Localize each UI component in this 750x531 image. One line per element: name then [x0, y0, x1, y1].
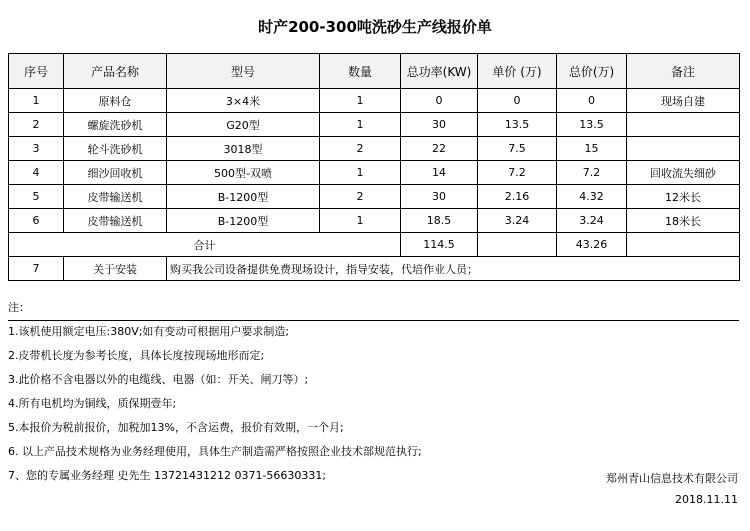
cell-total-price: 7.2	[557, 161, 627, 185]
cell-unit-price: 13.5	[478, 113, 557, 137]
cell-quantity: 2	[320, 185, 401, 209]
notes-section	[8, 296, 742, 488]
cell-quantity: 1	[320, 209, 401, 233]
cell-quantity: 1	[320, 161, 401, 185]
cell-total-power: 18.5	[401, 209, 478, 233]
note-item: 1.该机使用额定电压:380V;如有变动可根据用户要求制造;	[8, 325, 290, 338]
cell-unit-price: 0	[478, 89, 557, 113]
total-label: 合计	[9, 233, 401, 257]
cell-remark	[627, 113, 740, 137]
cell-total-power: 30	[401, 113, 478, 137]
total-price: 43.26	[557, 233, 627, 257]
cell-product-name: 皮带输送机	[64, 209, 167, 233]
cell-index: 1	[9, 89, 64, 113]
note-item: 4.所有电机均为铜线，质保期壹年;	[8, 397, 177, 410]
cell-product-name: 原料仓	[64, 89, 167, 113]
header-total-price: 总价(万)	[557, 54, 627, 89]
cell-total-price: 13.5	[557, 113, 627, 137]
note-item: 3.此价格不含电器以外的电缆线、电器（如：开关、闸刀等）;	[8, 373, 309, 386]
install-index: 7	[9, 257, 64, 281]
cell-remark: 现场自建	[627, 89, 740, 113]
install-text: 购买我公司设备提供免费现场设计，指导安装，代培作业人员；	[167, 257, 740, 281]
cell-quantity: 2	[320, 137, 401, 161]
cell-total-power: 22	[401, 137, 478, 161]
cell-remark: 回收流失细砂	[627, 161, 740, 185]
cell-model: B-1200型	[167, 209, 320, 233]
cell-product-name: 细沙回收机	[64, 161, 167, 185]
note-item: 2.皮带机长度为参考长度，具体长度按现场地形而定;	[8, 349, 265, 362]
cell-unit-price: 3.24	[478, 209, 557, 233]
cell-unit-price: 7.5	[478, 137, 557, 161]
cell-index: 4	[9, 161, 64, 185]
cell-index: 2	[9, 113, 64, 137]
cell-model: G20型	[167, 113, 320, 137]
cell-total-price: 15	[557, 137, 627, 161]
cell-index: 3	[9, 137, 64, 161]
table-row	[9, 89, 740, 113]
cell-quantity: 1	[320, 113, 401, 137]
cell-remark: 12米长	[627, 185, 740, 209]
document-date: 2018.11.11	[675, 493, 738, 506]
cell-unit-price: 7.2	[478, 161, 557, 185]
cell-total-power: 14	[401, 161, 478, 185]
header-unit-price: 单价 (万)	[478, 54, 557, 89]
cell-remark: 18米长	[627, 209, 740, 233]
header-quantity: 数量	[320, 54, 401, 89]
cell-total-price: 3.24	[557, 209, 627, 233]
notes-divider	[8, 320, 739, 321]
cell-model: B-1200型	[167, 185, 320, 209]
cell-total-price: 0	[557, 89, 627, 113]
document-title: 时产200-300吨洗砂生产线报价单	[258, 18, 492, 36]
table-row	[9, 161, 740, 185]
install-row	[9, 257, 740, 281]
cell-product-name: 螺旋洗砂机	[64, 113, 167, 137]
cell-index: 5	[9, 185, 64, 209]
header-remark: 备注	[627, 54, 740, 89]
note-item: 7、您的专属业务经理 史先生 13721431212 0371-56630331;	[8, 469, 327, 482]
cell-model: 500型-双喷	[167, 161, 320, 185]
quote-table	[8, 53, 740, 281]
note-item: 6. 以上产品技术规格为业务经理使用，具体生产制造需严格按照企业技术部规范执行;	[8, 445, 422, 458]
header-model: 型号	[167, 54, 320, 89]
header-index: 序号	[9, 54, 64, 89]
cell-total-power: 0	[401, 89, 478, 113]
header-total-power: 总功率(KW)	[401, 54, 478, 89]
table-row	[9, 137, 740, 161]
cell-product-name: 轮斗洗砂机	[64, 137, 167, 161]
company-name: 郑州青山信息技术有限公司	[606, 472, 738, 485]
total-power: 114.5	[401, 233, 478, 257]
cell-index: 6	[9, 209, 64, 233]
table-row	[9, 185, 740, 209]
cell-model: 3018型	[167, 137, 320, 161]
cell-product-name: 皮带输送机	[64, 185, 167, 209]
table-header-row	[9, 54, 740, 89]
total-remark-empty	[627, 233, 740, 257]
total-row	[9, 233, 740, 257]
table-row	[9, 113, 740, 137]
cell-quantity: 1	[320, 89, 401, 113]
cell-total-price: 4.32	[557, 185, 627, 209]
note-item: 5.本报价为税前报价，加税加13%，不含运费，报价有效期，一个月;	[8, 421, 344, 434]
table-row	[9, 209, 740, 233]
cell-model: 3×4米	[167, 89, 320, 113]
notes-heading: 注：	[8, 301, 30, 314]
total-empty	[478, 233, 557, 257]
header-product-name: 产品名称	[64, 54, 167, 89]
cell-remark	[627, 137, 740, 161]
cell-total-power: 30	[401, 185, 478, 209]
cell-unit-price: 2.16	[478, 185, 557, 209]
install-name: 关于安装	[64, 257, 167, 281]
